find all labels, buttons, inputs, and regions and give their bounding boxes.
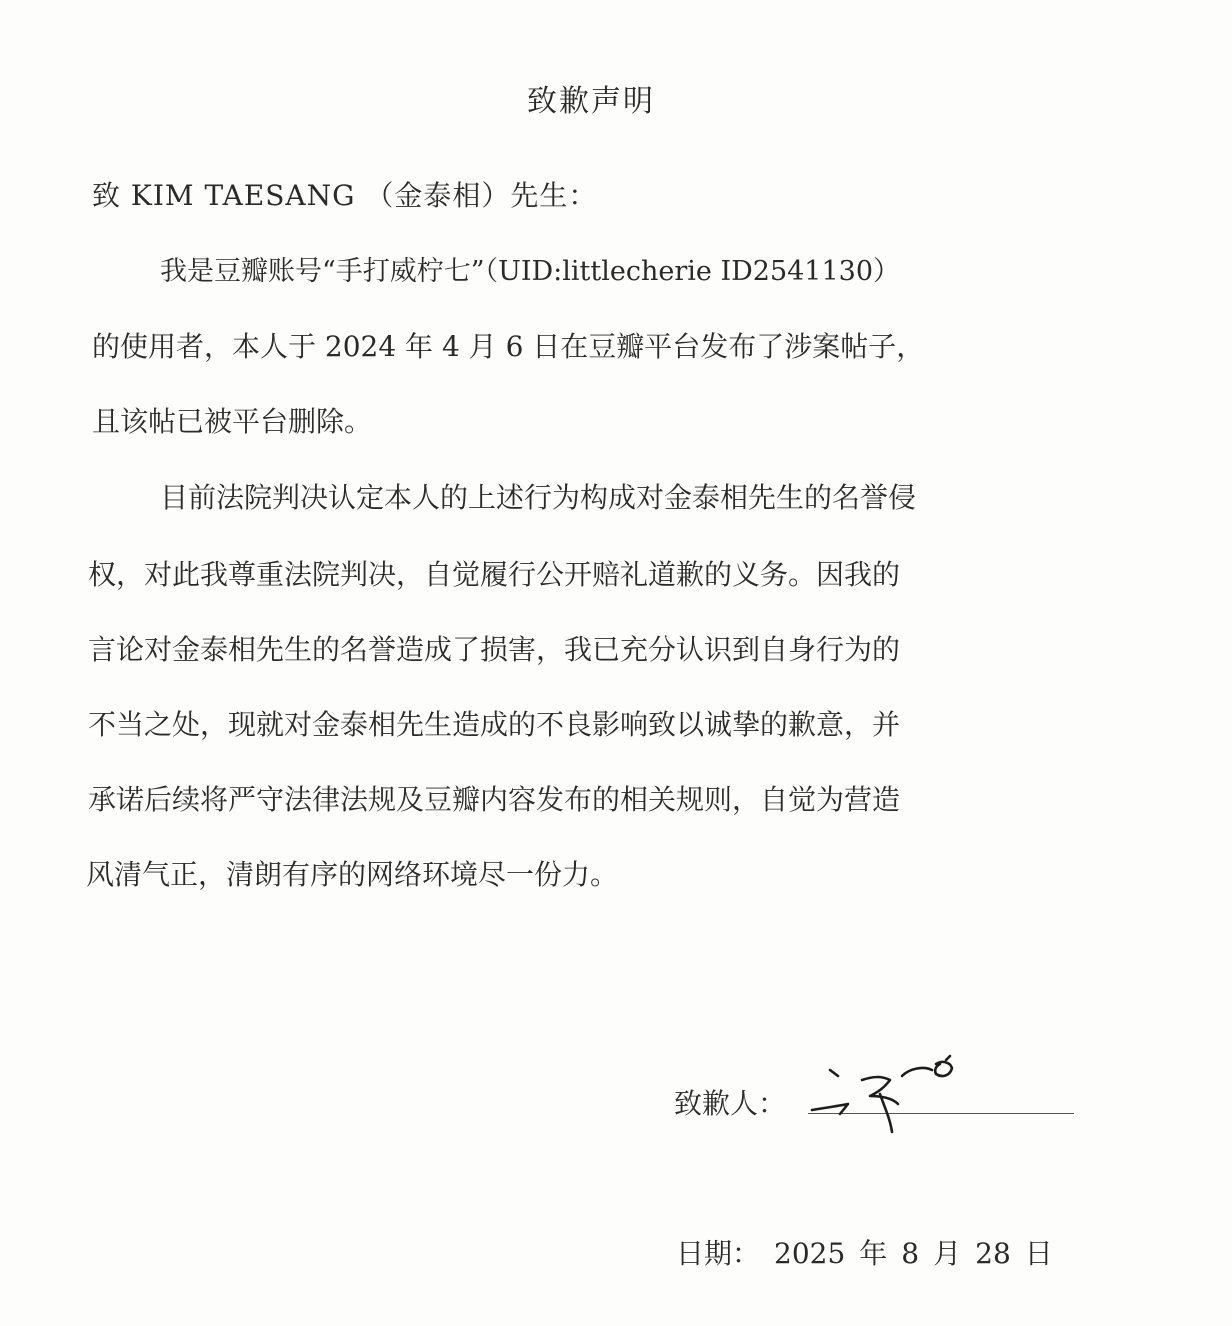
date-month-unit: 月 bbox=[933, 1237, 962, 1270]
paragraph-2-line-6: 风清气正，清朗有序的网络环境尽一份力。 bbox=[86, 858, 619, 891]
signature-label: 致歉人： bbox=[674, 1087, 787, 1120]
paragraph-1-line-1: 我是豆瓣账号“手打威柠七”（UID:littlecherie ID2541130） bbox=[160, 256, 901, 287]
date-year: 2025 bbox=[774, 1237, 846, 1270]
document-title: 致歉声明 bbox=[527, 84, 655, 119]
paragraph-1-line-2: 的使用者，本人于 2024 年 4 月 6 日在豆瓣平台发布了涉案帖子， bbox=[92, 330, 925, 363]
salutation: 致 KIM TAESANG （金泰相）先生： bbox=[92, 179, 598, 212]
paragraph-2-line-1: 目前法院判决认定本人的上述行为构成对金泰相先生的名誉侵 bbox=[160, 481, 917, 514]
date-month: 8 bbox=[901, 1237, 920, 1270]
paragraph-2-line-2: 权，对此我尊重法院判决，自觉履行公开赔礼道歉的义务。因我的 bbox=[88, 558, 901, 591]
handwritten-signature bbox=[800, 1050, 970, 1140]
date-label: 日期： bbox=[676, 1237, 761, 1270]
paragraph-1-line-3: 且该帖已被平台删除。 bbox=[92, 405, 373, 438]
date-year-unit: 年 bbox=[859, 1237, 888, 1270]
paragraph-2-line-5: 承诺后续将严守法律法规及豆瓣内容发布的相关规则，自觉为营造 bbox=[88, 783, 901, 816]
date-day: 28 bbox=[975, 1237, 1011, 1270]
date-line bbox=[676, 1232, 1067, 1272]
paragraph-2-line-4: 不当之处，现就对金泰相先生造成的不良影响致以诚挚的歉意，并 bbox=[88, 708, 901, 741]
date-day-unit: 日 bbox=[1024, 1237, 1053, 1270]
paragraph-2-line-3: 言论对金泰相先生的名誉造成了损害，我已充分认识到自身行为的 bbox=[88, 633, 901, 666]
